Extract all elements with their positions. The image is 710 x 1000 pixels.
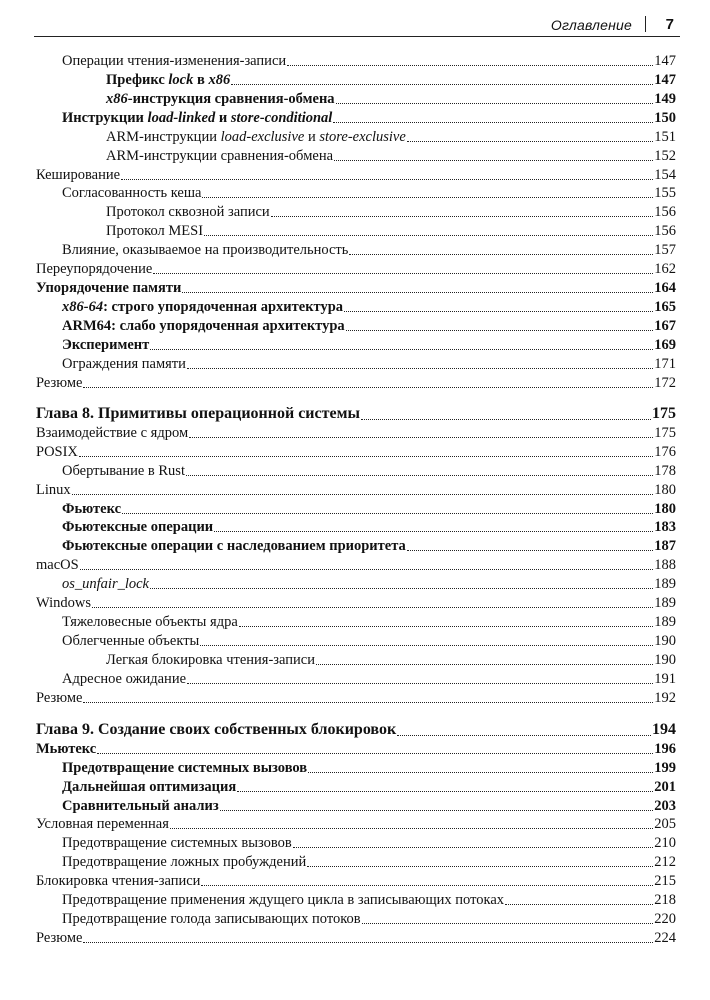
toc-title-part: os_unfair_lock	[62, 576, 149, 592]
toc-title-part: Адресное ожидание	[62, 671, 187, 687]
toc-page-number: 189	[654, 595, 676, 611]
toc-page-number: 156	[654, 204, 676, 220]
toc-title-part: Резюме	[36, 375, 83, 391]
dot-leader	[153, 272, 653, 274]
dot-leader	[349, 253, 653, 255]
dot-leader	[334, 159, 653, 161]
toc-entry	[36, 594, 676, 612]
toc-title-part: Условная переменная	[36, 816, 169, 832]
toc-entry-title	[36, 374, 82, 392]
toc-title-part: Сравнительный анализ	[62, 798, 219, 814]
toc-title-part: POSIX	[36, 444, 78, 460]
dot-leader	[362, 922, 654, 924]
toc-page-number: 189	[654, 576, 676, 592]
toc-entry	[106, 222, 676, 240]
dot-leader	[307, 865, 653, 867]
toc-title-part: ARM64: слабо упорядоченная архитектура	[62, 318, 345, 334]
toc-entry	[62, 500, 676, 518]
toc-entry-title	[36, 689, 82, 707]
toc-entry	[36, 740, 676, 758]
toc-title-part: Предотвращение применения ждущего цикла в записывающих потоках	[62, 892, 505, 908]
toc-entry	[62, 336, 676, 354]
toc-entry	[62, 797, 676, 815]
toc-title-part: load-exclusive	[220, 129, 305, 145]
toc-page-number: 178	[654, 463, 676, 479]
toc-entry-title	[106, 147, 333, 165]
toc-entry-title	[36, 815, 169, 833]
toc-entry	[36, 260, 676, 278]
toc-title-part: Упорядочение памяти	[36, 280, 182, 296]
toc-title-part: Влияние, оказываемое на производительность	[62, 242, 349, 258]
toc-entry-title	[62, 575, 149, 593]
toc-entry-title	[62, 109, 332, 127]
toc-page-number: 224	[654, 930, 676, 946]
toc-entry-title	[62, 518, 213, 536]
toc-entry-title	[36, 594, 91, 612]
toc-title-part: store-conditional	[230, 110, 333, 126]
toc-page-number: 205	[654, 816, 676, 832]
toc-title-part: x86	[106, 91, 128, 107]
toc-entry-title	[62, 462, 185, 480]
toc-page-number: 201	[654, 779, 676, 795]
toc-page-number: 150	[654, 110, 676, 126]
dot-leader	[150, 348, 653, 350]
toc-entry-title	[62, 632, 199, 650]
dot-leader	[316, 663, 653, 665]
toc-title-part: store-exclusive	[319, 129, 406, 145]
dot-leader	[397, 734, 651, 736]
toc-entry-title	[62, 241, 348, 259]
toc-title-part: Фьютексные операции	[62, 519, 214, 535]
toc-entry-title	[106, 71, 230, 89]
toc-entry	[36, 929, 676, 947]
toc-page-number: 176	[654, 444, 676, 460]
toc-entry-title	[62, 52, 286, 70]
dot-leader	[333, 121, 653, 123]
toc-title-part: macOS	[36, 557, 79, 573]
toc-entry	[106, 90, 676, 108]
dot-leader	[187, 367, 653, 369]
toc-entry-title	[36, 481, 71, 499]
toc-title-part: Инструкции	[62, 110, 148, 126]
toc-title-part: Согласованность кеша	[62, 185, 202, 201]
toc-entry-title	[62, 910, 361, 928]
toc-title-part: Протокол сквозной записи	[106, 204, 270, 220]
toc-title-part: x86	[208, 72, 231, 88]
toc-entry	[36, 424, 676, 442]
toc-page-number: 171	[654, 356, 676, 372]
toc-page-number: 147	[654, 72, 676, 88]
dot-leader	[204, 234, 653, 236]
toc-title-part: lock	[168, 72, 194, 88]
dot-leader	[83, 386, 653, 388]
dot-leader	[170, 827, 653, 829]
toc-title-part: Блокировка чтения-записи	[36, 873, 201, 889]
toc-title-part: Предотвращение ложных пробуждений	[62, 854, 307, 870]
toc-entry-title	[106, 222, 203, 240]
toc-entry	[36, 166, 676, 184]
page-header	[34, 14, 680, 37]
toc-entry	[106, 203, 676, 221]
dot-leader	[271, 215, 654, 217]
toc-entry-title	[62, 298, 343, 316]
toc-entry-title	[36, 872, 200, 890]
dot-leader	[220, 809, 654, 811]
toc-page-number: 199	[654, 760, 676, 776]
toc-title-part: Windows	[36, 595, 91, 611]
toc-entry-title	[36, 279, 181, 297]
toc-entry	[36, 689, 676, 707]
toc-page-number: 147	[654, 53, 676, 69]
toc-title-part: Предотвращение системных вызовов	[62, 835, 292, 851]
toc-entry	[62, 518, 676, 536]
toc-page-number: 169	[654, 337, 676, 353]
toc-entry	[62, 355, 676, 373]
toc-page-number: 164	[654, 280, 676, 296]
dot-leader	[214, 530, 653, 532]
toc-title-part: Предотвращение системных вызовов	[62, 760, 308, 776]
toc-page-number: 175	[652, 405, 676, 422]
toc-entry	[62, 613, 676, 631]
toc-entry-title	[62, 834, 292, 852]
toc-page-number: 220	[654, 911, 676, 927]
toc-page-number: 196	[654, 741, 676, 757]
dot-leader	[200, 644, 653, 646]
toc-page-number: 151	[654, 129, 676, 145]
toc-page-number: 190	[654, 633, 676, 649]
toc-title-part: ARM-инструкции сравнения-обмена	[106, 148, 334, 164]
toc-entry-title	[106, 90, 335, 108]
dot-leader	[92, 606, 653, 608]
toc-page-number: 167	[654, 318, 676, 334]
toc-entry	[106, 147, 676, 165]
toc-title-part: Протокол MESI	[106, 223, 204, 239]
toc-title-part: Облегченные объекты	[62, 633, 200, 649]
toc-entry	[36, 815, 676, 833]
toc-entry	[62, 759, 676, 777]
toc-entry-title	[36, 404, 360, 424]
toc-entry-title	[106, 651, 315, 669]
dot-leader	[202, 196, 653, 198]
toc-page-number: 175	[654, 425, 676, 441]
toc-entry-title	[106, 128, 406, 146]
toc-page-number: 180	[654, 482, 676, 498]
toc-entry	[62, 834, 676, 852]
toc-page-number: 162	[654, 261, 676, 277]
toc-entry	[36, 279, 676, 297]
toc-entry	[62, 298, 676, 316]
toc-entry-title	[106, 203, 270, 221]
toc-page-number: 212	[654, 854, 676, 870]
toc-page-number: 203	[654, 798, 676, 814]
dot-leader	[237, 790, 653, 792]
dot-leader	[239, 625, 653, 627]
dot-leader	[346, 329, 654, 331]
toc-chapter	[36, 720, 676, 740]
dot-leader	[150, 587, 653, 589]
header-separator	[645, 16, 646, 32]
toc-entry	[36, 374, 676, 392]
toc-entry	[106, 71, 676, 89]
toc-title-part: x86-64	[62, 299, 104, 315]
toc-entry	[62, 462, 676, 480]
dot-leader	[407, 549, 653, 551]
toc-page-number: 149	[654, 91, 676, 107]
toc-title-part: Ограждения памяти	[62, 356, 186, 372]
dot-leader	[79, 455, 653, 457]
toc-title-part: Фьютексные операции с наследованием приоритета	[62, 538, 406, 554]
toc-entry-title	[36, 443, 78, 461]
dot-leader	[505, 903, 653, 905]
dot-leader	[201, 884, 653, 886]
toc-page-number: 189	[654, 614, 676, 630]
toc-chapter	[36, 404, 676, 424]
toc-page-number: 215	[654, 873, 676, 889]
toc-entry	[62, 317, 676, 335]
toc-entry-title	[62, 336, 149, 354]
toc-title-part: ARM-инструкции	[106, 129, 221, 145]
toc-entry-title	[36, 166, 120, 184]
toc-title-part: в	[193, 72, 209, 88]
page-number: 7	[665, 16, 674, 33]
toc-entry	[62, 632, 676, 650]
dot-leader	[83, 701, 653, 703]
toc-page-number: 210	[654, 835, 676, 851]
toc-title-part: : строго упорядоченная архитектура	[103, 299, 344, 315]
toc-page-number: 183	[654, 519, 676, 535]
toc-page-number: 165	[654, 299, 676, 315]
toc-entry-title	[62, 355, 186, 373]
toc-entry-title	[36, 424, 188, 442]
toc-entry	[62, 575, 676, 593]
dot-leader	[122, 512, 653, 514]
toc-title-part: Взаимодействие с ядром	[36, 425, 189, 441]
toc-title-part: Предотвращение голода записывающих потоков	[62, 911, 361, 927]
toc-page-number: 172	[654, 375, 676, 391]
dot-leader	[182, 291, 653, 293]
toc-entry-title	[62, 537, 406, 555]
toc-entry-title	[62, 670, 186, 688]
toc-entry	[62, 853, 676, 871]
toc-page-number: 190	[654, 652, 676, 668]
toc-title-part: Эксперимент	[62, 337, 150, 353]
toc-page-number: 152	[654, 148, 676, 164]
dot-leader	[121, 178, 653, 180]
toc-entry-title	[36, 260, 152, 278]
toc-entry	[36, 872, 676, 890]
toc-entry-title	[62, 613, 238, 631]
toc-title-part: Переупорядочение	[36, 261, 153, 277]
toc-entry	[62, 670, 676, 688]
toc-entry-title	[36, 720, 396, 740]
toc-page-number: 191	[654, 671, 676, 687]
dot-leader	[336, 102, 654, 104]
toc-title-part: Глава 8. Примитивы операционной системы	[36, 405, 360, 422]
toc-page-number: 155	[654, 185, 676, 201]
toc-entry-title	[62, 759, 307, 777]
toc-entry	[62, 910, 676, 928]
toc-title-part: Операции чтения-изменения-записи	[62, 53, 287, 69]
toc-entry	[106, 651, 676, 669]
toc-entry	[62, 778, 676, 796]
dot-leader	[97, 752, 653, 754]
toc-page-number: 154	[654, 167, 676, 183]
toc-page-number: 157	[654, 242, 676, 258]
toc-title-part: Префикс	[106, 72, 169, 88]
toc-entry	[36, 481, 676, 499]
toc-title-part: Легкая блокировка чтения-записи	[106, 652, 315, 668]
toc-title-part: Резюме	[36, 930, 83, 946]
dot-leader	[287, 64, 653, 66]
toc-entry	[62, 52, 676, 70]
toc-title-part: load-linked	[147, 110, 216, 126]
toc-title-part: Мьютекс	[36, 741, 97, 757]
toc-title-part: Обертывание в Rust	[62, 463, 185, 479]
toc-entry-title	[62, 317, 345, 335]
toc-page-number: 156	[654, 223, 676, 239]
dot-leader	[407, 140, 653, 142]
toc-entry	[62, 109, 676, 127]
toc-entry-title	[62, 500, 121, 518]
toc-page-number: 194	[652, 721, 676, 738]
toc-title-part: Linux	[36, 482, 71, 498]
dot-leader	[293, 846, 654, 848]
toc-entry-title	[62, 778, 236, 796]
toc-title-part: -инструкция сравнения-обмена	[127, 91, 335, 107]
toc-title-part: Тяжеловесные объекты ядра	[62, 614, 238, 630]
running-title: Оглавление	[550, 17, 632, 33]
toc-entry-title	[62, 184, 201, 202]
toc-entry-title	[36, 740, 96, 758]
toc-title-part: Резюме	[36, 690, 83, 706]
dot-leader	[186, 474, 653, 476]
dot-leader	[344, 310, 653, 312]
dot-leader	[231, 83, 653, 85]
toc-title-part: Дальнейшая оптимизация	[62, 779, 237, 795]
toc-entry	[62, 537, 676, 555]
toc-title-part: и	[215, 110, 231, 126]
dot-leader	[189, 436, 653, 438]
dot-leader	[72, 493, 654, 495]
dot-leader	[83, 941, 653, 943]
toc-entry	[36, 556, 676, 574]
toc-title-part: Кеширование	[36, 167, 121, 183]
toc-page-number: 188	[654, 557, 676, 573]
toc-page-number: 187	[654, 538, 676, 554]
dot-leader	[80, 568, 654, 570]
toc-page-number: 180	[654, 501, 676, 517]
toc-title-part: Фьютекс	[62, 501, 121, 517]
toc-entry-title	[36, 929, 82, 947]
toc-entry-title	[62, 853, 306, 871]
toc-entry-title	[62, 797, 219, 815]
toc-entry	[62, 184, 676, 202]
toc-page-number: 192	[654, 690, 676, 706]
dot-leader	[308, 771, 653, 773]
dot-leader	[187, 682, 653, 684]
toc-title-part: и	[304, 129, 320, 145]
toc-entry	[106, 128, 676, 146]
toc-title-part: Глава 9. Создание своих собственных блокировок	[36, 721, 397, 738]
toc-entry	[62, 241, 676, 259]
toc-entry-title	[62, 891, 504, 909]
toc-page-number: 218	[654, 892, 676, 908]
dot-leader	[361, 418, 651, 420]
toc-entry-title	[36, 556, 79, 574]
toc-entry	[36, 443, 676, 461]
toc-entry	[62, 891, 676, 909]
